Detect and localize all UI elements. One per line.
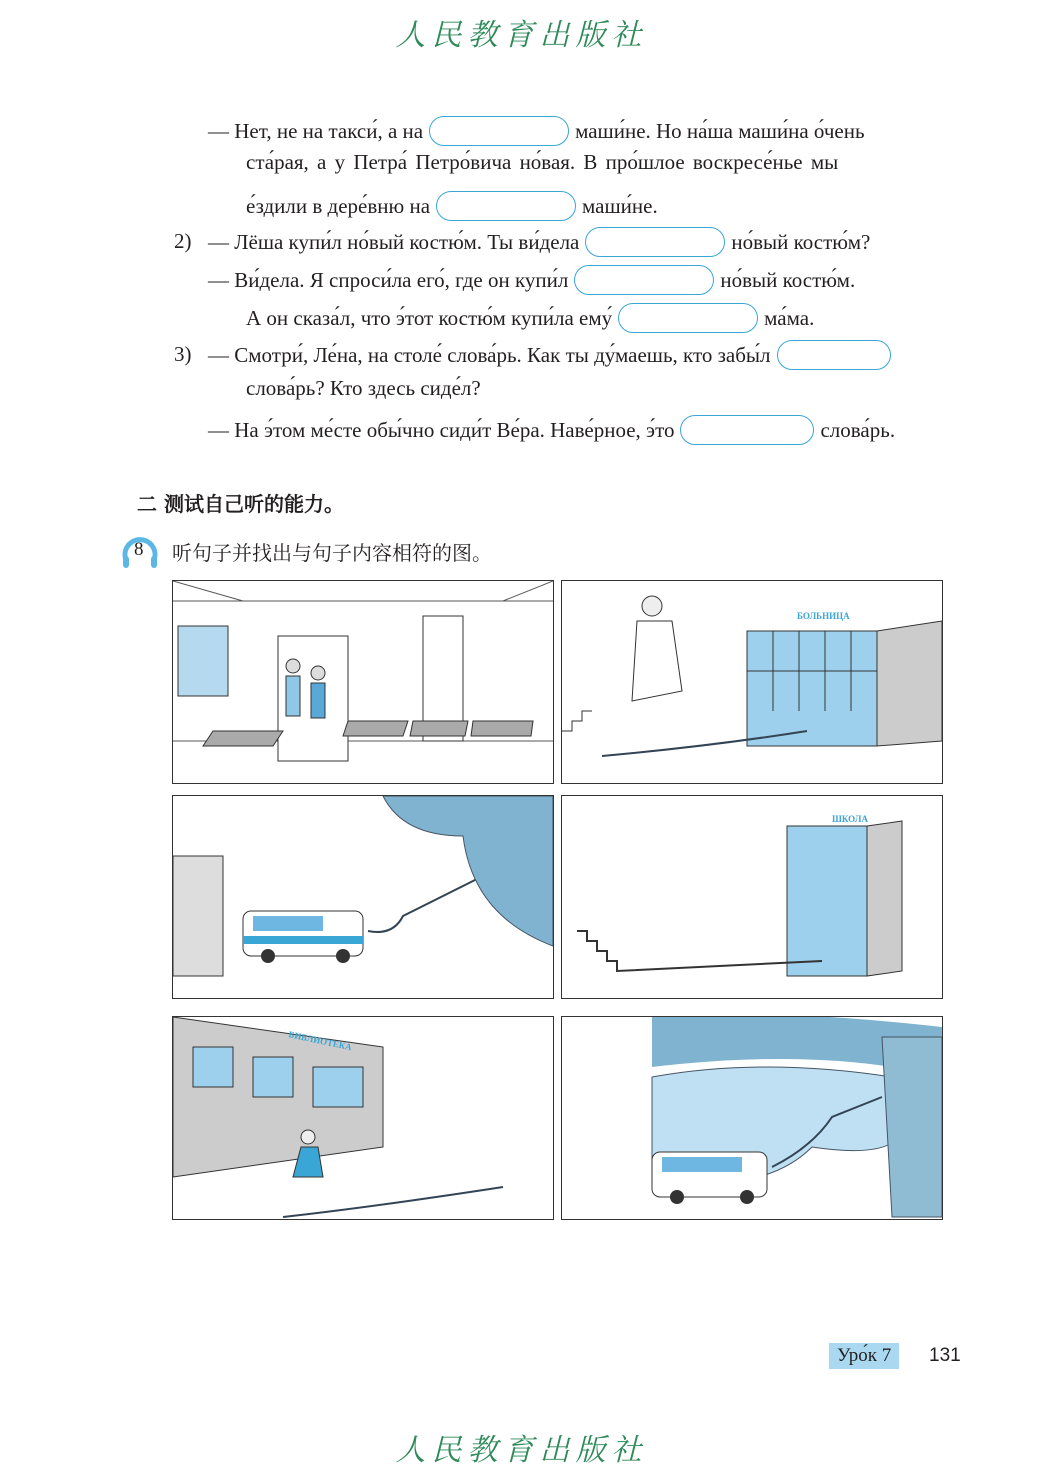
text: — Лёша купи́л но́вый костю́м. Ты ви́дела (208, 229, 580, 254)
section-title: 二 测试自己听的能力。 (137, 492, 344, 516)
headphones-icon[interactable] (120, 530, 160, 572)
text: но́вый костю́м. (720, 267, 856, 292)
text-line (246, 191, 658, 221)
answer-blank[interactable] (777, 340, 891, 370)
text-line: ста́рая, а у Петра́ Петро́вича но́вая. В про́шлое воскресе́нье мы (246, 150, 839, 174)
picture-park[interactable] (561, 1016, 943, 1220)
sign-hospital: БОЛЬНИЦА (797, 611, 850, 621)
text: — Ви́дела. Я спроси́ла его́, где он купи́л (208, 267, 569, 292)
text-line (208, 265, 855, 295)
text-line (208, 340, 897, 370)
picture-school[interactable] (561, 795, 943, 999)
text-line (208, 116, 865, 146)
lesson-label: Уро́к 7 (829, 1343, 899, 1369)
text: е́здили в дере́вню на (246, 193, 431, 218)
publisher-logo-header: 人民教育出版社 (395, 18, 648, 53)
text: маши́не. Но на́ша маши́на о́чень (575, 118, 865, 143)
sign-school: ШКОЛА (832, 814, 868, 824)
answer-blank[interactable] (429, 116, 569, 146)
picture-hospital[interactable] (561, 580, 943, 784)
text: маши́не. (582, 193, 658, 218)
item-number: 2) (174, 229, 192, 253)
text-line (246, 303, 814, 333)
answer-blank[interactable] (680, 415, 814, 445)
text: но́вый костю́м? (731, 229, 871, 254)
text-line: слова́рь? Кто здесь сиде́л? (246, 376, 481, 400)
picture-library[interactable] (172, 1016, 554, 1220)
page-number: 131 (929, 1345, 961, 1366)
text: — Нет, не на такси́, а на (208, 118, 424, 143)
text: ма́ма. (764, 305, 815, 330)
text-line (208, 415, 895, 445)
sign-library: БИБЛИОТЕКА (287, 1029, 353, 1053)
answer-blank[interactable] (618, 303, 758, 333)
publisher-logo-footer: 人民教育出版社 (395, 1433, 648, 1468)
exercise-number: 8 (134, 539, 144, 560)
item-number: 3) (174, 342, 192, 366)
text: слова́рь. (820, 417, 896, 442)
text: — На э́том ме́сте обы́чно сиди́т Ве́ра. Наве́рное, э́то (208, 417, 675, 442)
picture-classroom[interactable] (172, 580, 554, 784)
answer-blank[interactable] (574, 265, 714, 295)
answer-blank[interactable] (585, 227, 725, 257)
text-line (208, 227, 870, 257)
picture-bus-to-forest[interactable] (172, 795, 554, 999)
instruction: 听句子并找出与句子内容相符的图。 (172, 541, 492, 565)
answer-blank[interactable] (436, 191, 576, 221)
text: А он сказа́л, что э́тот костю́м купи́ла ему́ (246, 305, 613, 330)
text: — Смотри́, Ле́на, на столе́ слова́рь. Как ты ду́маешь, кто забы́л (208, 342, 771, 367)
